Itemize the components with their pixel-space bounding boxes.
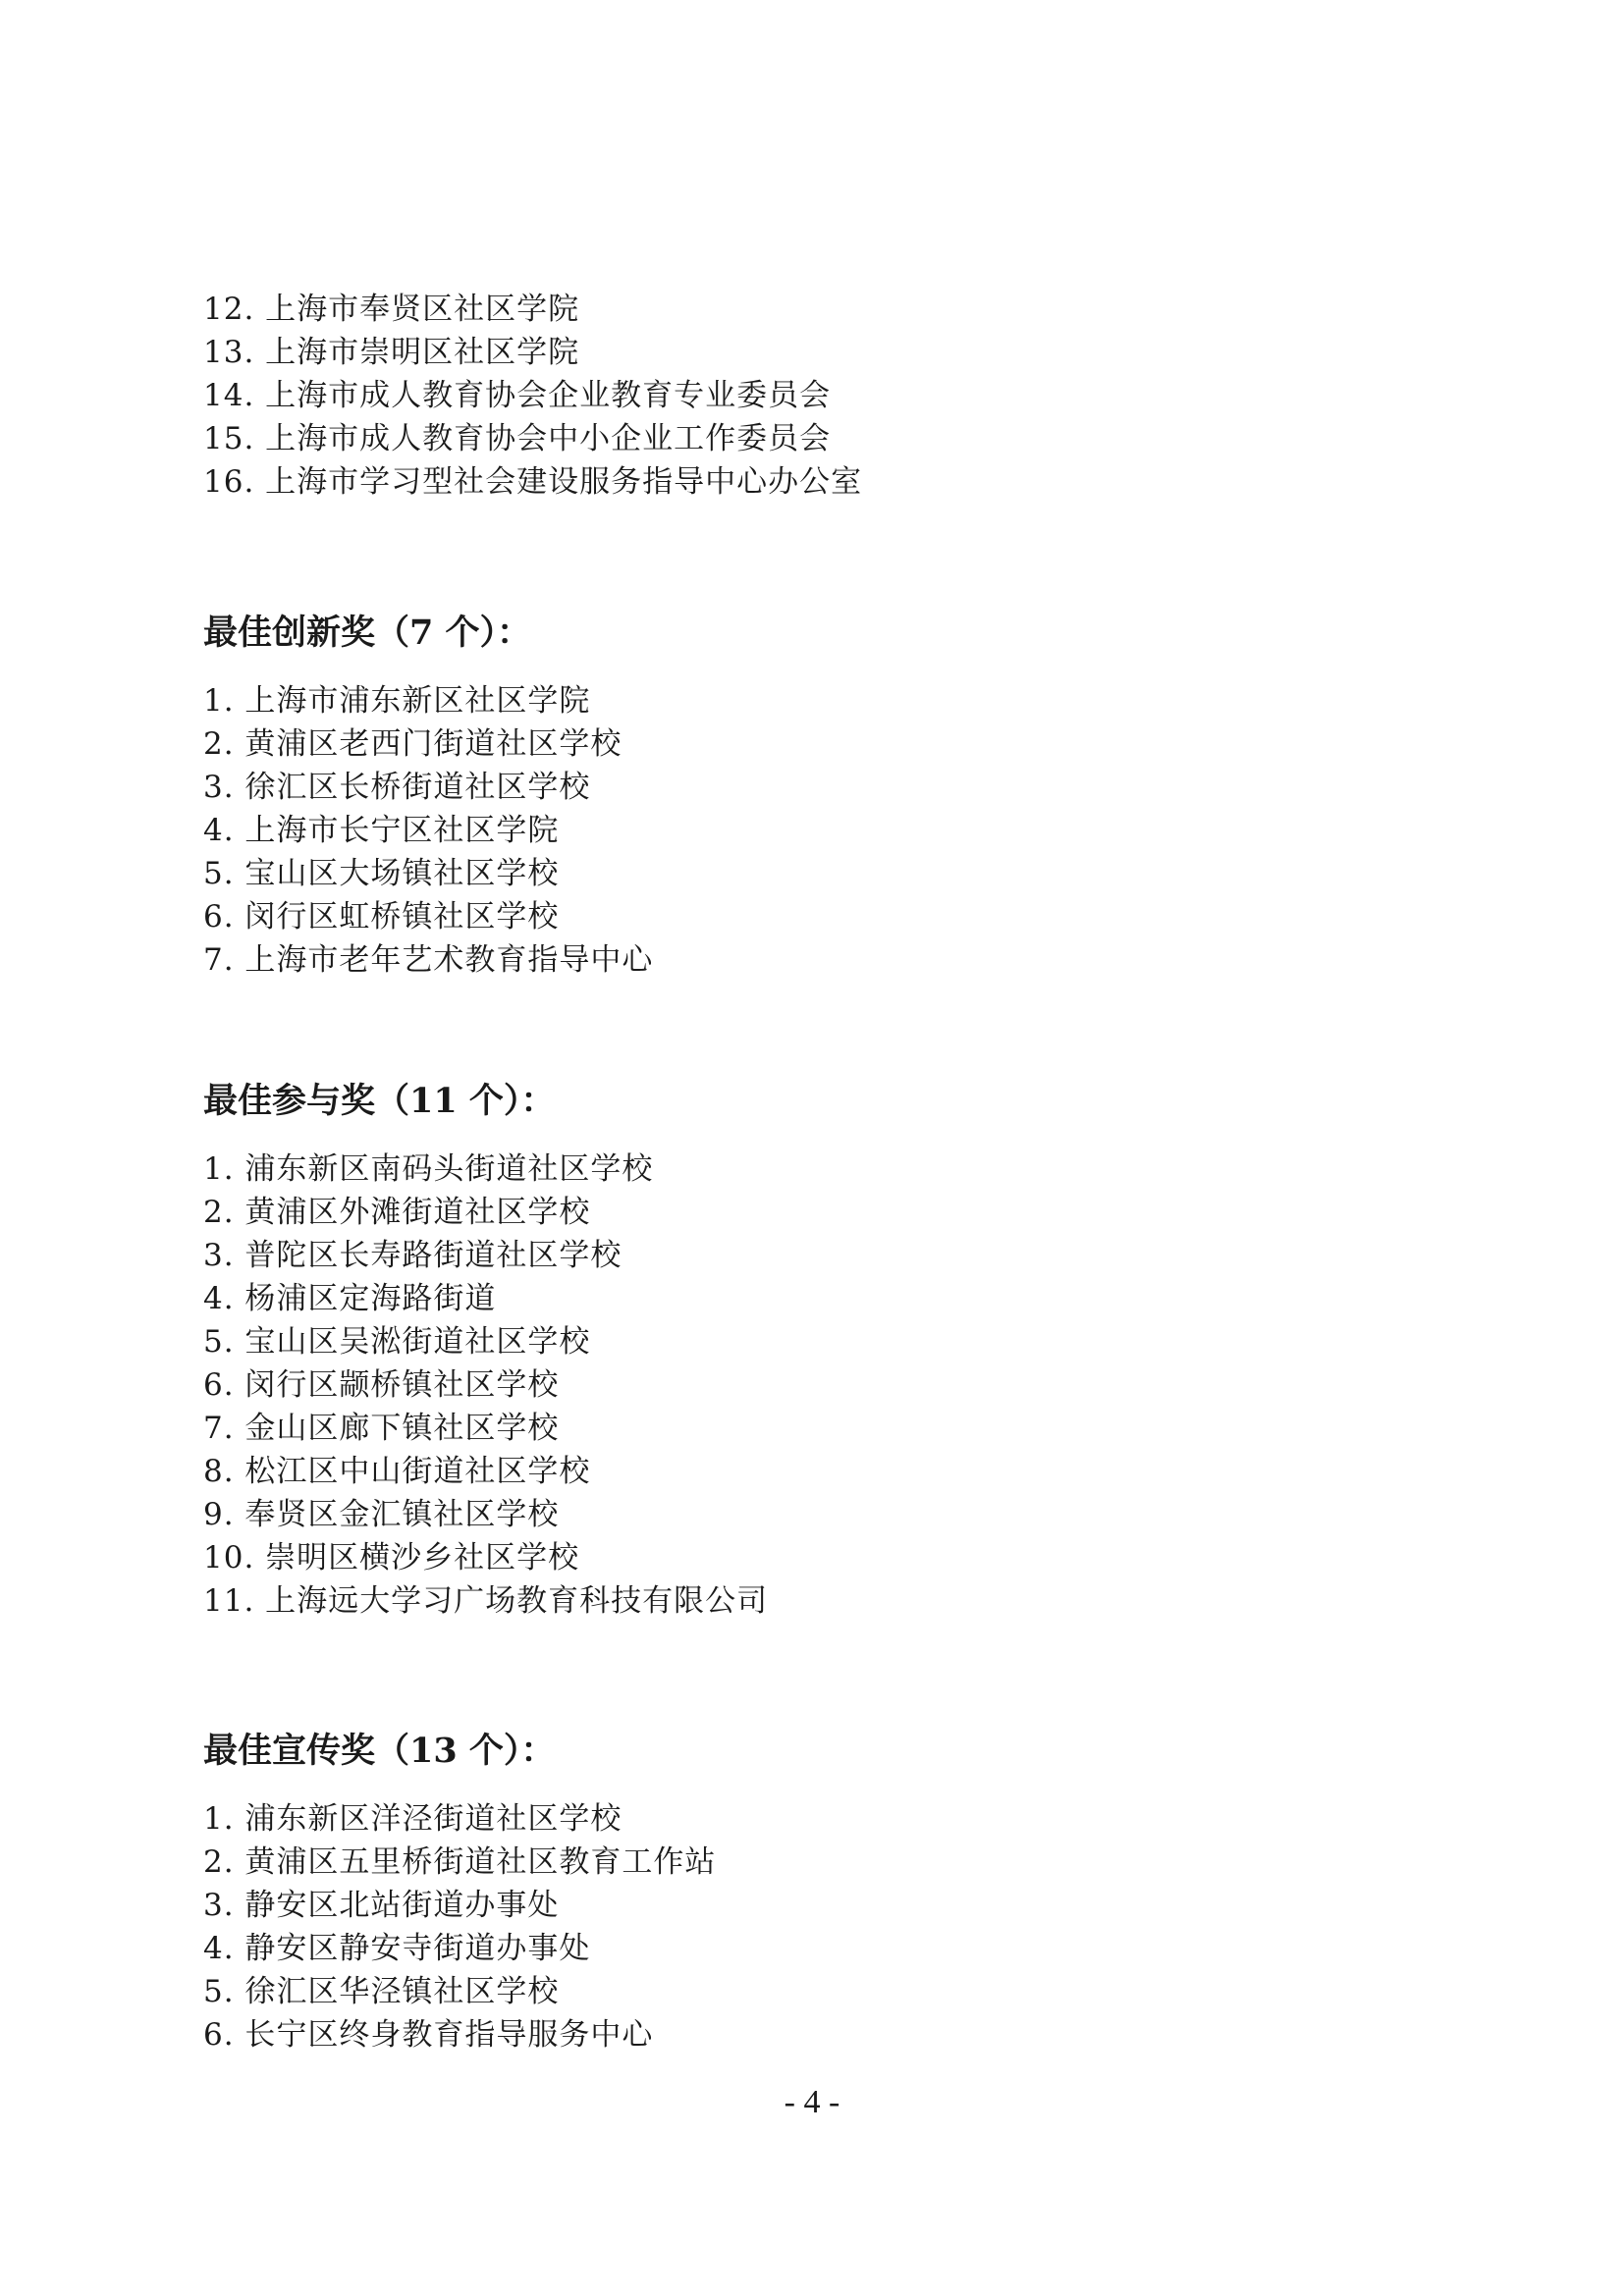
list-item: 16. 上海市学习型社会建设服务指导中心办公室 (203, 464, 863, 500)
list-item: 6. 闵行区颛桥镇社区学校 (203, 1367, 560, 1403)
list-item: 14. 上海市成人教育协会企业教育专业委员会 (203, 378, 832, 413)
list-item: 5. 宝山区吴淞街道社区学校 (203, 1324, 591, 1360)
list-item: 3. 普陀区长寿路街道社区学校 (203, 1238, 623, 1273)
page-number: - 4 - (784, 2084, 840, 2120)
list-item: 1. 浦东新区南码头街道社区学校 (203, 1151, 654, 1187)
section-heading: 最佳参与奖（11 个）： (203, 1081, 556, 1121)
list-item: 5. 徐汇区华泾镇社区学校 (203, 1974, 560, 2009)
section-heading: 最佳创新奖（7 个）： (203, 613, 532, 653)
participation-award-section (203, 1077, 1421, 1623)
list-item: 10. 崇明区横沙乡社区学校 (203, 1540, 580, 1575)
list-item: 2. 黄浦区五里桥街道社区教育工作站 (203, 1844, 717, 1880)
list-item: 13. 上海市崇明区社区学院 (203, 335, 580, 370)
list-item: 2. 黄浦区外滩街道社区学校 (203, 1195, 591, 1230)
list-item: 1. 浦东新区洋泾街道社区学校 (203, 1801, 623, 1837)
continued-award-list (203, 288, 1421, 504)
list-item: 6. 长宁区终身教育指导服务中心 (203, 2017, 654, 2053)
section-heading: 最佳宣传奖（13 个）： (203, 1731, 556, 1771)
list-item: 5. 宝山区大场镇社区学校 (203, 856, 560, 891)
list-item: 7. 金山区廊下镇社区学校 (203, 1411, 560, 1446)
list-item: 4. 上海市长宁区社区学院 (203, 813, 560, 848)
list-item: 3. 徐汇区长桥街道社区学校 (203, 770, 591, 805)
list-item: 2. 黄浦区老西门街道社区学校 (203, 726, 623, 762)
list-item: 3. 静安区北站街道办事处 (203, 1888, 560, 1923)
list-item: 6. 闵行区虹桥镇社区学校 (203, 899, 560, 934)
list-item: 9. 奉贤区金汇镇社区学校 (203, 1497, 560, 1532)
publicity-award-section (203, 1727, 1421, 2056)
list-item: 12. 上海市奉贤区社区学院 (203, 292, 580, 327)
list-item: 4. 杨浦区定海路街道 (203, 1281, 497, 1316)
list-item: 8. 松江区中山街道社区学校 (203, 1454, 591, 1489)
list-item: 11. 上海远大学习广场教育科技有限公司 (203, 1583, 769, 1619)
innovation-award-section (203, 609, 1421, 982)
list-item: 7. 上海市老年艺术教育指导中心 (203, 942, 654, 978)
list-item: 1. 上海市浦东新区社区学院 (203, 683, 591, 719)
list-item: 4. 静安区静安寺街道办事处 (203, 1931, 591, 1966)
list-item: 15. 上海市成人教育协会中小企业工作委员会 (203, 421, 832, 456)
